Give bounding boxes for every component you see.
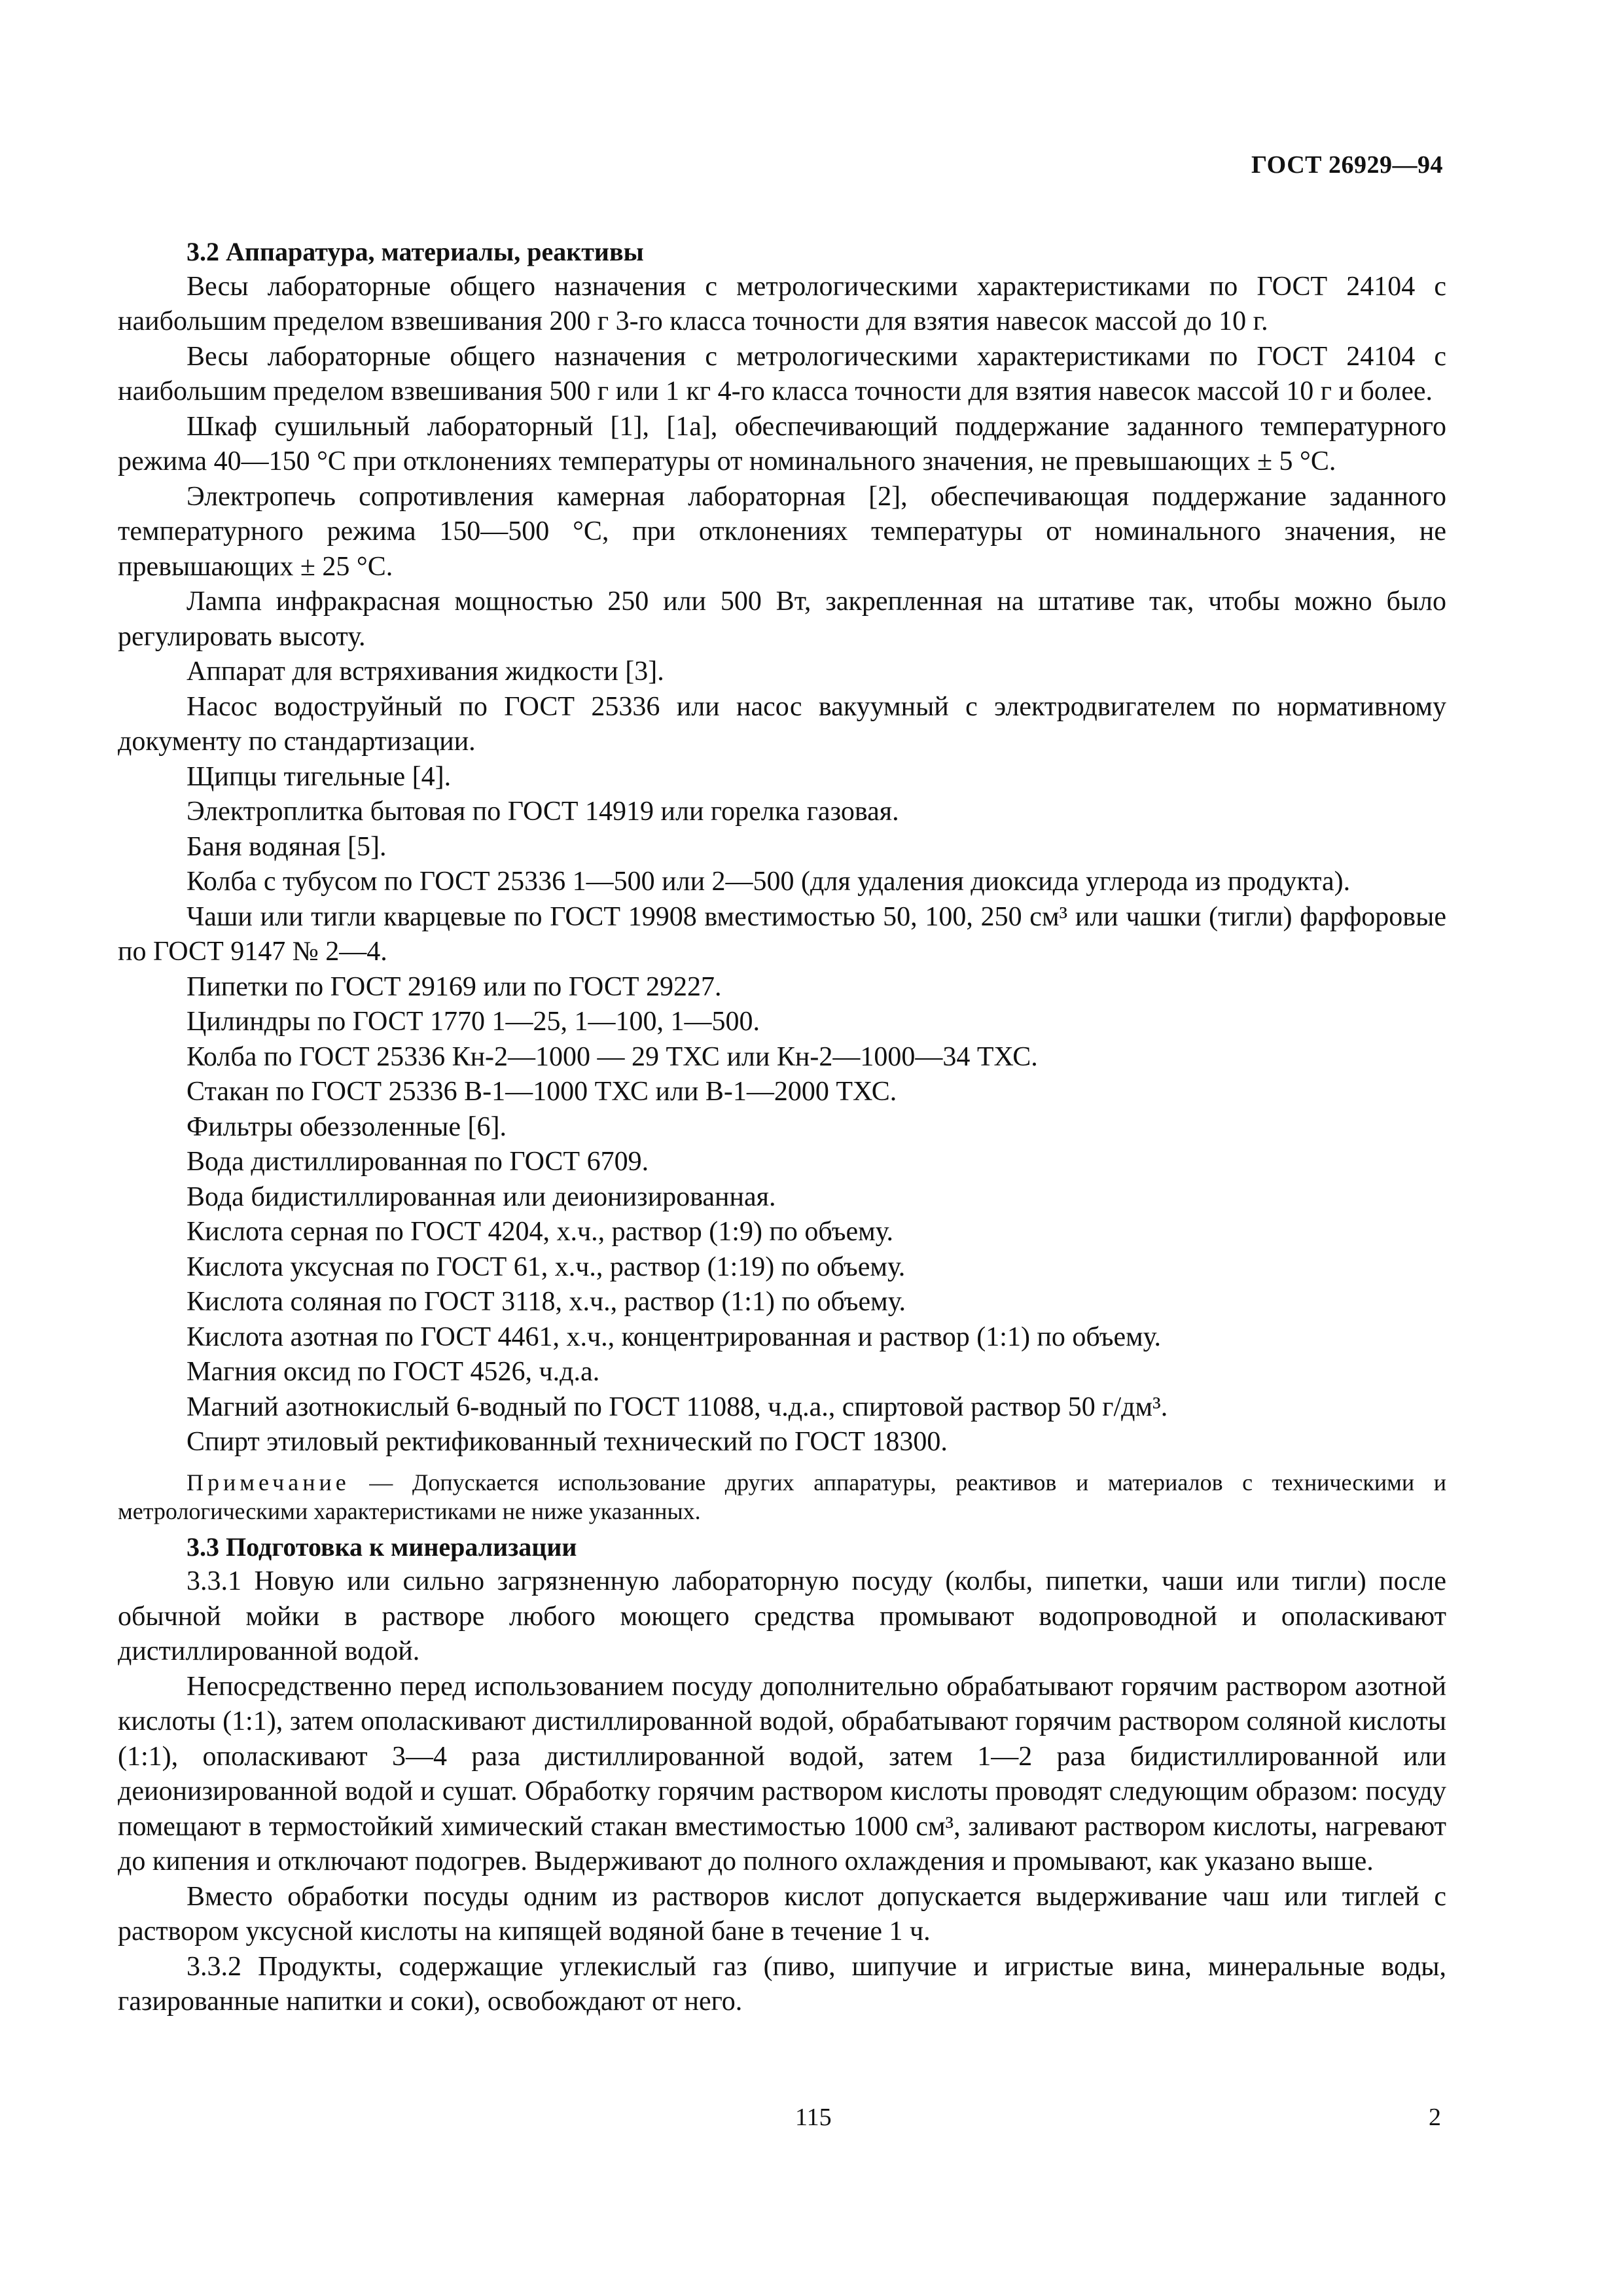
list-item: Пипетки по ГОСТ 29169 или по ГОСТ 29227. xyxy=(187,971,722,1002)
list-item: Цилиндры по ГОСТ 1770 1—25, 1—100, 1—500. xyxy=(187,1007,760,1037)
list-item: Кислота уксусная по ГОСТ 61, х.ч., раствор (1:19) по объему. xyxy=(187,1251,906,1282)
paragraph: 3.3.2 Продукты, содержащие углекислый газ (пиво, шипучие и игристые вина, минеральные воды, газированные напитки и соки), освобождают от него. xyxy=(118,1951,1446,2017)
list-item: Чаши или тигли кварцевые по ГОСТ 19908 вместимостью 50, 100, 250 см³ или чашки (тигли) фарфоровые по ГОСТ 9147 № 2—4. xyxy=(118,901,1446,967)
note-paragraph xyxy=(118,1468,1446,1526)
paragraph: Непосредственно перед использованием посуду дополнительно обрабатывают горячим раствором азотной кислоты (1:1), затем ополаскивают дистиллированной водой, обрабатывают горячим раствором соляной кислоты (1:1), ополаскивают 3—4 раза дистиллированной водой, затем 1—2 раза бидистиллированной или деионизированной водой и сушат. Обработку горячим раствором кислоты проводят следующим образом: посуду помещают в термостойкий химический стакан вместимостью 1000 см³, заливают раствором кислоты, нагревают до кипения и отключают подогрев. Выдерживают до полного охлаждения и промывают, как указано выше. xyxy=(118,1671,1446,1876)
paragraph: Вместо обработки посуды одним из растворов кислот допускается выдерживание чаш или тиглей с раствором уксусной кислоты на кипящей водяной бане в течение 1 ч. xyxy=(118,1881,1446,1946)
list-item: Щипцы тигельные [4]. xyxy=(187,761,452,792)
list-item: Электропечь сопротивления камерная лабораторная [2], обеспечивающая поддержание заданного температурного режима 150—500 °С, при отклонениях температуры от номинального значения, не превышающих ± 25 °С. xyxy=(118,481,1446,582)
list-item: Аппарат для встряхивания жидкости [3]. xyxy=(187,656,664,687)
list-item: Колба с тубусом по ГОСТ 25336 1—500 или 2—500 (для удаления диоксида углерода из продукта). xyxy=(187,867,1351,897)
note-text: — Допускается использование других аппаратуры, реактивов и материалов с техническими и метрологическими характеристиками не ниже указанных. xyxy=(118,1469,1446,1524)
list-item: Фильтры обеззоленные [6]. xyxy=(187,1111,507,1142)
document-code: ГОСТ 26929—94 xyxy=(1251,151,1443,179)
list-item: Кислота серная по ГОСТ 4204, х.ч., раствор (1:9) по объему. xyxy=(187,1217,893,1247)
paragraph: 3.3.1 Новую или сильно загрязненную лабораторную посуду (колбы, пипетки, чаши или тигли) после обычной мойки в растворе любого моющего средства промывают водопроводной и ополаскивают дистиллированной водой. xyxy=(118,1566,1446,1666)
list-item: Электроплитка бытовая по ГОСТ 14919 или горелка газовая. xyxy=(187,797,899,827)
list-item: Магния оксид по ГОСТ 4526, ч.д.а. xyxy=(187,1357,600,1387)
main-content xyxy=(118,234,1446,2020)
note-label: Примечание xyxy=(187,1469,350,1496)
section-heading-3-3: 3.3 Подготовка к минерализации xyxy=(187,1532,577,1562)
list-item: Весы лабораторные общего назначения с метрологическими характеристиками по ГОСТ 24104 с наибольшим пределом взвешивания 200 г 3-го класса точности для взятия навесок массой до 10 г. xyxy=(118,271,1446,336)
list-item: Шкаф сушильный лабораторный [1], [1а], обеспечивающий поддержание заданного температурного режима 40—150 °С при отклонениях температуры от номинального значения, не превышающих ± 5 °С. xyxy=(118,411,1446,476)
list-item: Насос водоструйный по ГОСТ 25336 или насос вакуумный с электродвигателем по нормативному документу по стандартизации. xyxy=(118,691,1446,757)
list-item: Колба по ГОСТ 25336 Кн-2—1000 — 29 ТХС или Кн-2—1000—34 ТХС. xyxy=(187,1041,1038,1072)
section-heading-3-2: 3.2 Аппаратура, материалы, реактивы xyxy=(187,237,644,266)
list-item: Спирт этиловый ректификованный технический по ГОСТ 18300. xyxy=(187,1427,948,1457)
list-item: Кислота азотная по ГОСТ 4461, х.ч., концентрированная и раствор (1:1) по объему. xyxy=(187,1321,1161,1352)
list-item: Магний азотнокислый 6-водный по ГОСТ 11088, ч.д.а., спиртовой раствор 50 г/дм³. xyxy=(187,1391,1168,1422)
list-item: Вода бидистиллированная или деионизированная. xyxy=(187,1181,776,1212)
list-item: Вода дистиллированная по ГОСТ 6709. xyxy=(187,1147,649,1177)
list-item: Стакан по ГОСТ 25336 В-1—1000 ТХС или В-1—2000 ТХС. xyxy=(187,1077,897,1107)
list-item: Баня водяная [5]. xyxy=(187,831,387,862)
list-item: Лампа инфракрасная мощностью 250 или 500 Вт, закрепленная на штативе так, чтобы можно было регулировать высоту. xyxy=(118,586,1446,652)
list-item: Кислота соляная по ГОСТ 3118, х.ч., раствор (1:1) по объему. xyxy=(187,1287,906,1317)
list-item: Весы лабораторные общего назначения с метрологическими характеристиками по ГОСТ 24104 с наибольшим пределом взвешивания 500 г или 1 кг 4-го класса точности для взятия навесок массой 10 г и более. xyxy=(118,341,1446,406)
page-number: 115 xyxy=(795,2104,832,2131)
sheet-number: 2 xyxy=(1429,2104,1441,2131)
